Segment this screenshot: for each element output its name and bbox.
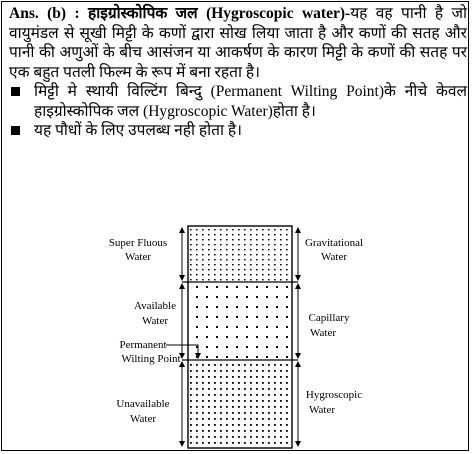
soil-water-diagram — [2, 2, 470, 452]
label-unavailable-water: Water — [130, 413, 156, 425]
label-gravitational-water: Water — [321, 251, 347, 263]
hygroscopic-zone — [188, 360, 292, 448]
gravitational-zone — [188, 226, 292, 282]
label-unavailable: Unavailable — [116, 398, 170, 410]
capillary-zone — [188, 282, 292, 360]
label-capillary-water: Water — [310, 327, 336, 339]
label-hygroscopic: Hygroscopic — [305, 389, 363, 401]
question-answer-card — [1, 1, 469, 451]
bullet-text-2: यह पौधों के लिए उपलब्ध नही होता है। — [34, 122, 242, 139]
answer-title: हाइग्रोस्कोपिक जल (Hygroscopic water)- — [88, 5, 351, 22]
answer-label: Ans. (b) : — [9, 5, 80, 22]
bullet-text-1: मिट्टी मे स्थायी विल्टिंग बिन्दु (Permanent Wilting Point)के नीचे केवल हाइग्रोस्कोपिक जल (Hygroscopic Water)होता है। — [34, 83, 467, 120]
label-super-fluous: Super Fluous — [108, 237, 168, 249]
label-permanent: Permanent — [119, 339, 167, 351]
label-capillary: Capillary — [308, 312, 350, 324]
left-dimension-arrows — [179, 227, 185, 447]
label-hygroscopic-water: Water — [309, 404, 335, 416]
label-gravitational: Gravitational — [304, 237, 364, 249]
label-wilting-point: Wilting Point — [121, 353, 181, 365]
right-dimension-arrows — [295, 227, 301, 447]
label-super-fluous-water: Water — [125, 251, 151, 263]
label-available-water: Water — [142, 315, 168, 327]
label-available: Available — [134, 300, 176, 312]
answer-body: यह वह पानी है जो वायुमंडल से सूखी मिट्टी के कणों द्वारा सोख लिया जाता है और कणों की सतह और पानी की अणुओं के बीच आसंजन या आकर्षण के कारण मिट्टी के कणों की सतह पर एक बहुत पतली फिल्म के रूप में बना रहता है। — [9, 5, 467, 81]
